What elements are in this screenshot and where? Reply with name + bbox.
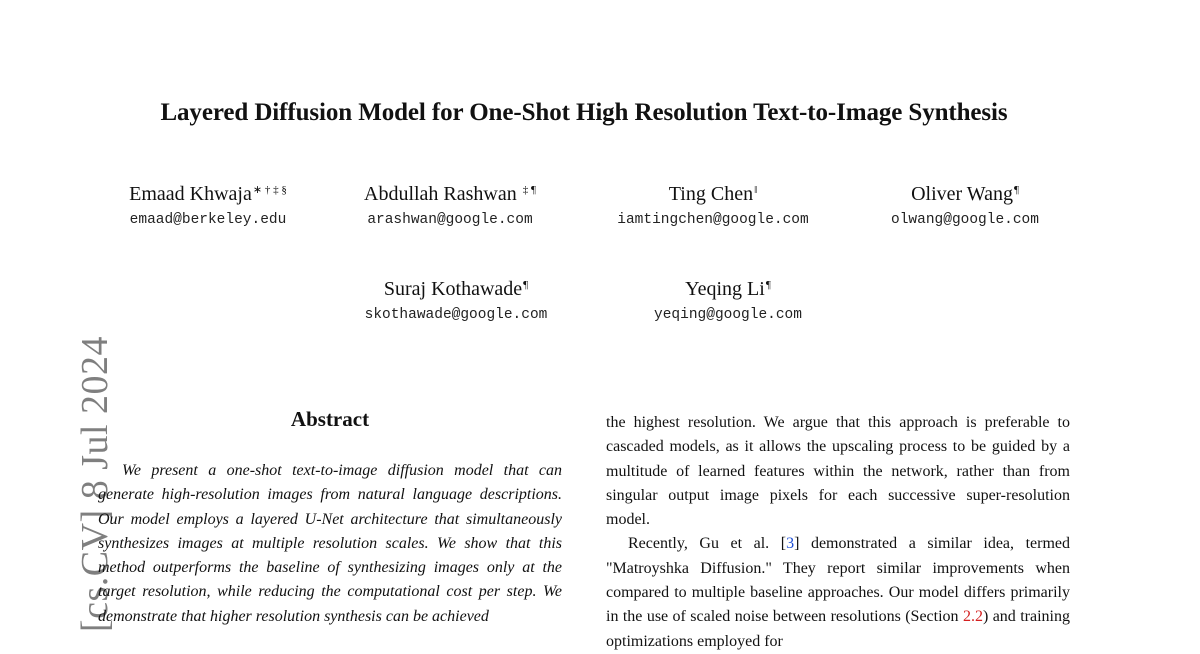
author-affiliation-marks: ‖ <box>754 184 758 196</box>
author-block <box>340 178 560 228</box>
author-block <box>98 178 318 228</box>
author-affiliation-marks: ‡ ¶ <box>522 184 536 196</box>
author-email[interactable]: emaad@berkeley.edu <box>129 212 287 228</box>
citation-link[interactable]: 3 <box>786 535 795 553</box>
abstract-body <box>98 459 562 629</box>
author-name: Emaad Khwaja∗ † ‡ § <box>129 183 287 205</box>
author-email[interactable]: skothawade@google.com <box>364 307 548 323</box>
section-link[interactable]: 2.2 <box>962 608 983 626</box>
author-email[interactable]: iamtingchen@google.com <box>617 212 809 228</box>
author-block <box>628 273 828 323</box>
author-name: Abdullah Rashwan ‡ ¶ <box>364 183 536 205</box>
author-name: Oliver Wang¶ <box>911 183 1019 205</box>
abstract-text: We present a one-shot text-to-image diffusion model that can generate high-resolution images from natural language descriptions. Our model employs a layered U-Net architecture that simultaneously synthesizes images at multiple resolution scales. We show that this method outperforms the baseline of synthesizing images only at the target resolution, while reducing the computational cost per step. We demonstrate that higher resolution synthesis can be achieved <box>98 462 562 625</box>
paper-title: Layered Diffusion Model for One-Shot High Resolution Text-to-Image Synthesis <box>160 99 1008 126</box>
body-paragraph: the highest resolution. We argue that this approach is preferable to cascaded models, as it allows the upscaling process to be guided by a multitude of learned features within the network, rather than from singular output image pixels for each successive super-resolution model. <box>606 414 1070 529</box>
author-affiliation-marks: ¶ <box>523 279 529 291</box>
author-email[interactable]: yeqing@google.com <box>654 307 802 323</box>
author-affiliation-marks: ∗ † ‡ § <box>252 184 287 196</box>
abstract-heading: Abstract <box>290 407 370 431</box>
body-right-column <box>606 411 1070 654</box>
body-paragraph: Recently, Gu et al. [3] demonstrated a similar idea, termed "Matroyshka Diffusion." They report similar improvements when compared to multiple baseline approaches. Our model differs primarily in the use of scaled noise between resolutions (Section 2.2) and training optimizations employed for <box>606 535 1070 650</box>
author-affiliation-marks: ¶ <box>765 279 771 291</box>
author-email[interactable]: olwang@google.com <box>891 212 1039 228</box>
author-name: Yeqing Li¶ <box>685 278 771 300</box>
author-block <box>593 178 833 228</box>
author-name: Suraj Kothawade¶ <box>383 278 529 300</box>
author-email[interactable]: arashwan@google.com <box>367 212 533 228</box>
author-name: Ting Chen‖ <box>668 183 758 205</box>
author-block <box>860 178 1070 228</box>
arxiv-stamp: [cs.CV] 8 Jul 2024 <box>74 335 116 633</box>
author-affiliation-marks: ¶ <box>1013 184 1019 196</box>
author-block <box>336 273 576 323</box>
